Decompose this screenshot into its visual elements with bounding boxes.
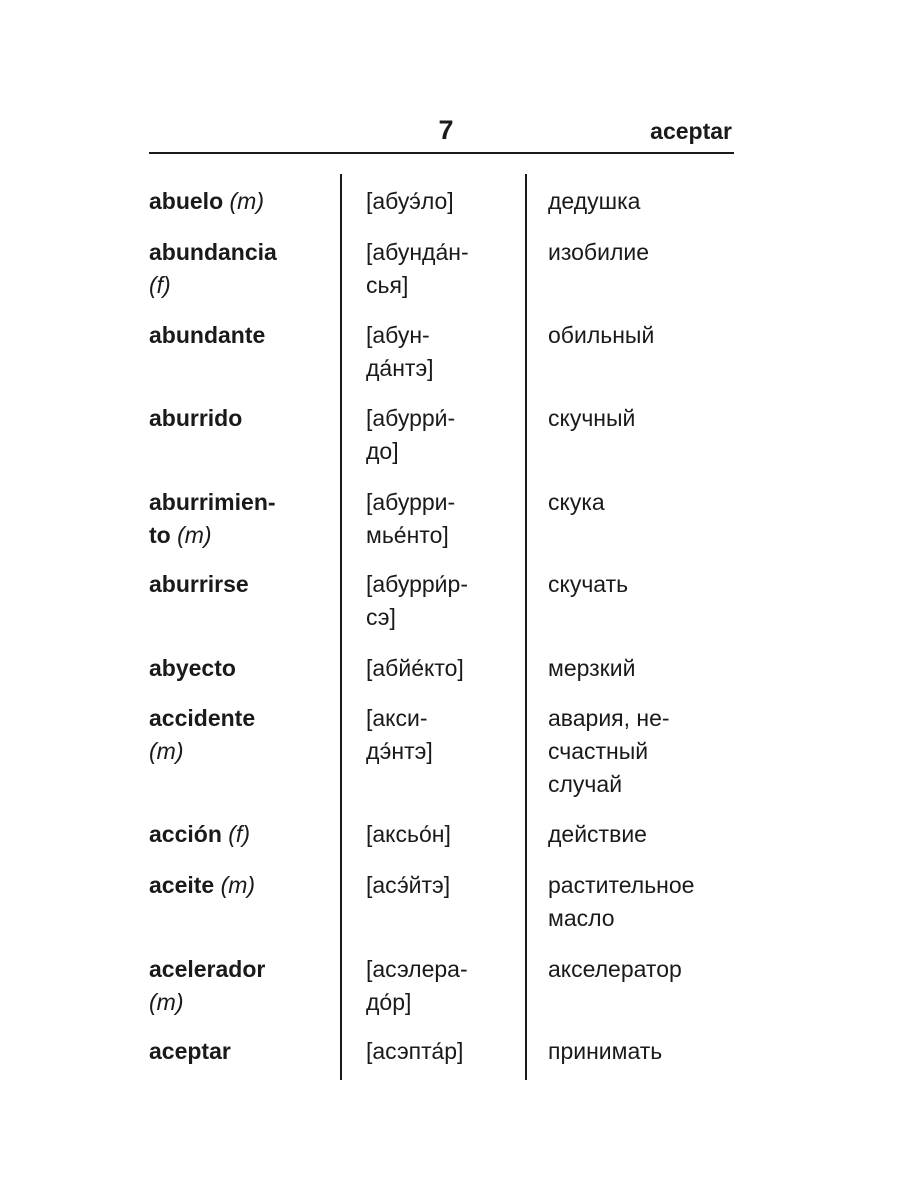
meaning-line: акселератор bbox=[548, 956, 682, 982]
meaning-line: растительное bbox=[548, 872, 695, 898]
transcription-cell bbox=[366, 319, 516, 385]
headword-cell bbox=[149, 702, 329, 768]
transcription-line: до́р] bbox=[366, 989, 412, 1015]
meaning-cell bbox=[548, 486, 748, 519]
headword-cell bbox=[149, 402, 329, 435]
headword-line bbox=[149, 568, 329, 601]
headword-cell bbox=[149, 236, 329, 302]
headword-line bbox=[149, 319, 329, 352]
column-divider bbox=[340, 174, 342, 1080]
meaning-line: счастный bbox=[548, 738, 649, 764]
headword: abyecto bbox=[149, 655, 236, 681]
gender-marker: (m) bbox=[220, 872, 256, 898]
transcription-cell bbox=[366, 185, 516, 218]
meaning-cell bbox=[548, 185, 748, 218]
transcription-line: сэ] bbox=[366, 604, 396, 630]
meaning-line: скучать bbox=[548, 571, 629, 597]
headword-line bbox=[149, 652, 329, 685]
headword-line bbox=[149, 236, 329, 269]
meaning-cell bbox=[548, 402, 748, 435]
page-number: 7 bbox=[438, 115, 454, 145]
transcription-line: да́нтэ] bbox=[366, 355, 434, 381]
meaning-line: авария, не- bbox=[548, 705, 670, 731]
meaning-cell bbox=[548, 652, 748, 685]
transcription-line: [абйе́кто] bbox=[366, 655, 464, 681]
meaning-line: изобилие bbox=[548, 239, 650, 265]
transcription-cell bbox=[366, 1035, 516, 1068]
headword: acelerador bbox=[149, 956, 266, 982]
meaning-cell bbox=[548, 568, 748, 601]
meaning-line: обильный bbox=[548, 322, 655, 348]
transcription-line: [абурри́р- bbox=[366, 571, 468, 597]
meaning-line: случай bbox=[548, 771, 623, 797]
transcription-cell bbox=[366, 402, 516, 468]
headword-cell bbox=[149, 1035, 329, 1068]
transcription-cell bbox=[366, 236, 516, 302]
meaning-line: скучный bbox=[548, 405, 636, 431]
headword: acción bbox=[149, 821, 222, 847]
headword-cell bbox=[149, 568, 329, 601]
headword-line bbox=[149, 953, 329, 986]
gender-marker: (f) bbox=[149, 272, 171, 298]
headword: accidente bbox=[149, 705, 256, 731]
meaning-line: действие bbox=[548, 821, 647, 847]
meaning-cell bbox=[548, 869, 748, 935]
transcription-line: [акси- bbox=[366, 705, 428, 731]
headword: aceptar bbox=[149, 1038, 231, 1064]
meaning-cell bbox=[548, 702, 748, 801]
transcription-line: до] bbox=[366, 438, 399, 464]
headword-cell bbox=[149, 486, 329, 552]
headword: to bbox=[149, 522, 171, 548]
transcription-line: [асэ́йтэ] bbox=[366, 872, 451, 898]
headword-cell bbox=[149, 319, 329, 352]
transcription-cell bbox=[366, 568, 516, 634]
meaning-cell bbox=[548, 1035, 748, 1068]
headword-line bbox=[149, 869, 329, 902]
page-header bbox=[149, 112, 734, 154]
meaning-line: принимать bbox=[548, 1038, 663, 1064]
transcription-line: [асэлера- bbox=[366, 956, 468, 982]
transcription-line: мье́нто] bbox=[366, 522, 449, 548]
transcription-line: [абунда́н- bbox=[366, 239, 469, 265]
transcription-line: [аксьо́н] bbox=[366, 821, 451, 847]
transcription-cell bbox=[366, 953, 516, 1019]
headword: aburrirse bbox=[149, 571, 249, 597]
headword: aburrido bbox=[149, 405, 243, 431]
headword-cell bbox=[149, 953, 329, 1019]
transcription-line: [абун- bbox=[366, 322, 430, 348]
meaning-line: дедушка bbox=[548, 188, 641, 214]
gender-marker: (m) bbox=[149, 738, 184, 764]
column-divider bbox=[525, 174, 527, 1080]
headword-line bbox=[149, 402, 329, 435]
running-head: aceptar bbox=[650, 118, 732, 144]
transcription-cell bbox=[366, 486, 516, 552]
gender-marker: (m) bbox=[177, 522, 212, 548]
meaning-line: масло bbox=[548, 905, 615, 931]
transcription-line: [абурри- bbox=[366, 489, 456, 515]
meaning-cell bbox=[548, 319, 748, 352]
meaning-cell bbox=[548, 236, 748, 269]
transcription-line: [асэпта́р] bbox=[366, 1038, 464, 1064]
headword-cell bbox=[149, 652, 329, 685]
transcription-line: дэ́нтэ] bbox=[366, 738, 433, 764]
transcription-cell bbox=[366, 702, 516, 768]
transcription-cell bbox=[366, 652, 516, 685]
gender-marker: (m) bbox=[149, 989, 184, 1015]
headword-cell bbox=[149, 869, 329, 902]
meaning-line: мерзкий bbox=[548, 655, 636, 681]
headword-line bbox=[149, 1035, 329, 1068]
transcription-line: [абурри́- bbox=[366, 405, 456, 431]
headword-line bbox=[149, 185, 329, 218]
headword-cell bbox=[149, 818, 329, 851]
headword-line bbox=[149, 818, 329, 851]
headword-line bbox=[149, 519, 329, 552]
transcription-line: сья] bbox=[366, 272, 409, 298]
headword-cell bbox=[149, 185, 329, 218]
meaning-cell bbox=[548, 953, 748, 986]
headword: abundante bbox=[149, 322, 266, 348]
headword: abundancia bbox=[149, 239, 277, 265]
headword: abuelo bbox=[149, 188, 224, 214]
gender-marker: (m) bbox=[229, 188, 264, 214]
meaning-cell bbox=[548, 818, 748, 851]
gender-marker: (f) bbox=[228, 821, 250, 847]
transcription-line: [абуэ́ло] bbox=[366, 188, 454, 214]
headword: aceite bbox=[149, 872, 215, 898]
meaning-line: скука bbox=[548, 489, 605, 515]
headword-line bbox=[149, 486, 329, 519]
headword-line bbox=[149, 702, 329, 735]
transcription-cell bbox=[366, 869, 516, 902]
transcription-cell bbox=[366, 818, 516, 851]
headword: aburrimien- bbox=[149, 489, 276, 515]
